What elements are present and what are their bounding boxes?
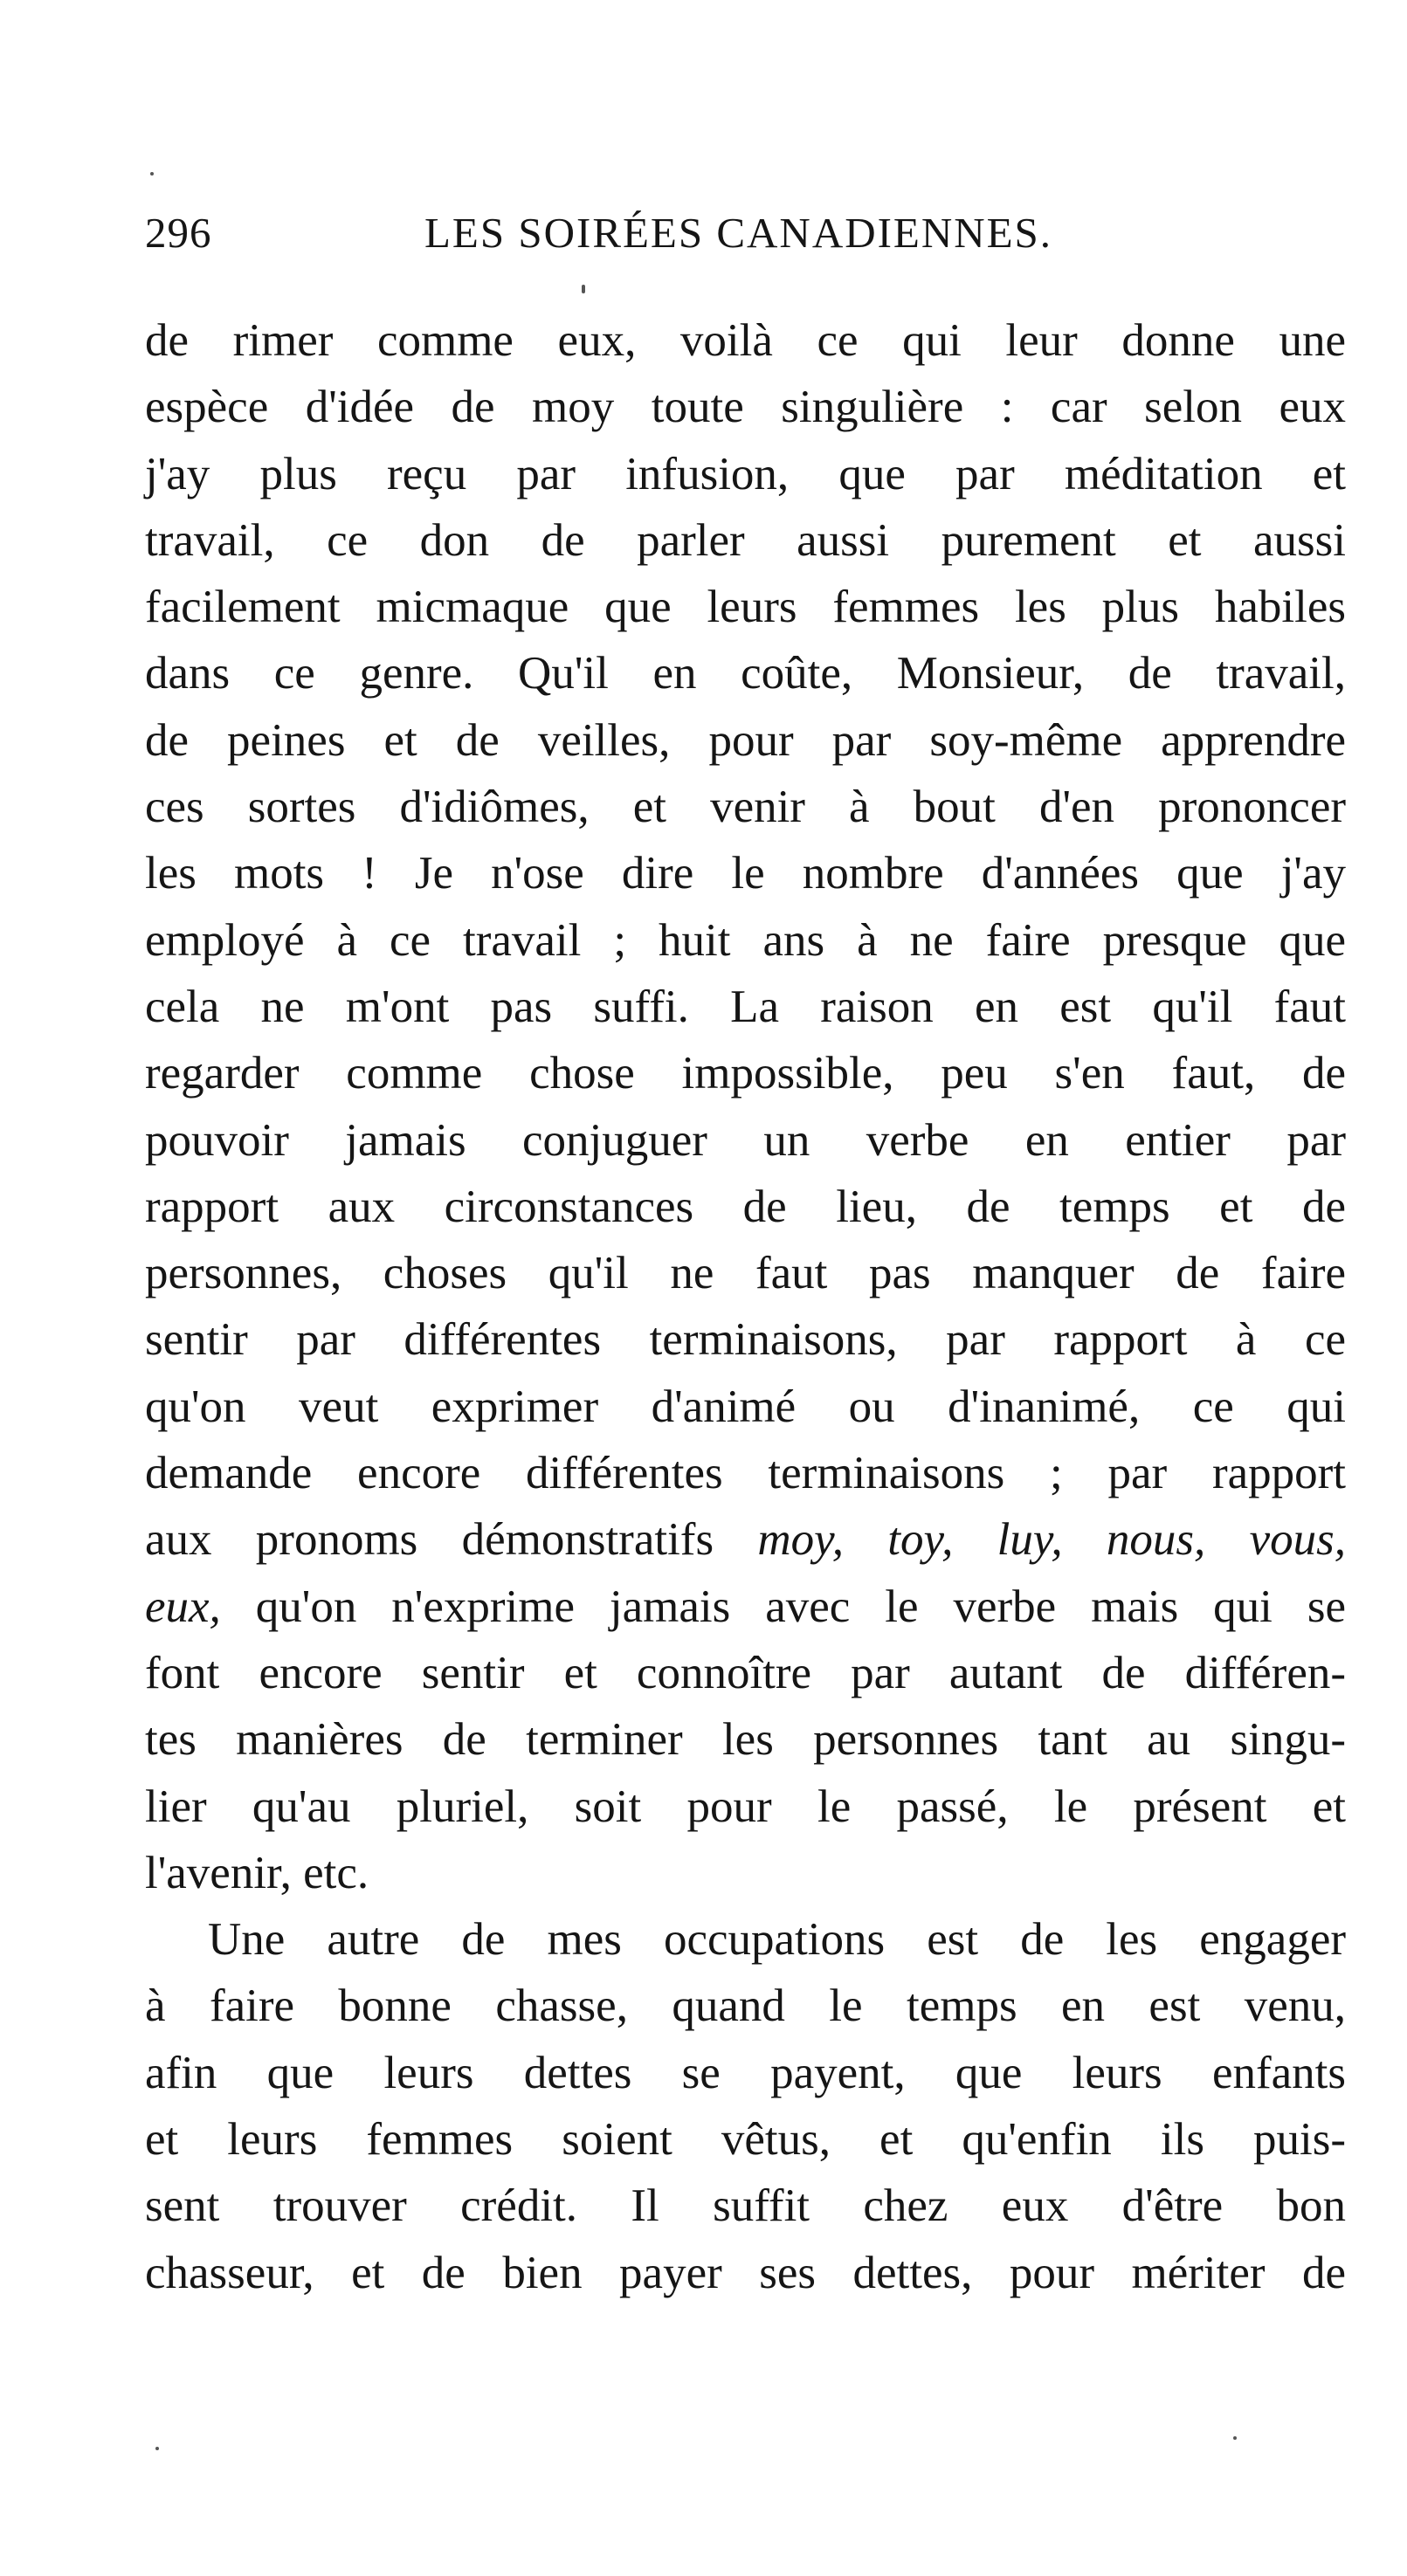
running-head <box>145 208 1346 269</box>
text-line: qu'on veut exprimer d'animé ou d'inanimé, ce qui <box>145 1381 1346 1432</box>
text-segment: qu'on n'exprime jamais avec le verbe mais qui se <box>220 1581 1346 1632</box>
text-line: l'avenir, etc. <box>145 1847 369 1898</box>
text-line: j'ay plus reçu par infusion, que par méditation et <box>145 448 1346 499</box>
italic-pronoun: eux, <box>145 1581 221 1632</box>
text-line: tes manières de terminer les personnes tant au singu- <box>145 1714 1346 1766</box>
text-line: demande encore différentes terminaisons ; par rapport <box>145 1448 1346 1499</box>
text-segment: aux pronoms démonstratifs <box>145 1514 758 1566</box>
text-line: sent trouver crédit. Il suffit chez eux d'être bon <box>145 2180 1346 2232</box>
page-number: 296 <box>145 209 212 257</box>
text-line: ces sortes d'idiômes, et venir à bout d'en prononcer <box>145 782 1346 833</box>
body-text <box>145 307 1346 2306</box>
print-speck <box>1233 2436 1237 2440</box>
running-title: LES SOIRÉES CANADIENNES. <box>424 209 1053 257</box>
text-line: chasseur, et de bien payer ses dettes, pour mériter de <box>145 2247 1346 2298</box>
text-line: employé à ce travail ; huit ans à ne faire presque que <box>145 914 1346 966</box>
text-line: rapport aux circonstances de lieu, de temps et de <box>145 1181 1346 1232</box>
text-line <box>145 1506 1346 1573</box>
text-line: espèce d'idée de moy toute singulière : car selon eux <box>145 382 1346 433</box>
print-speck <box>582 285 585 293</box>
text-line: personnes, choses qu'il ne faut pas manquer de faire <box>145 1248 1346 1299</box>
text-line: de peines et de veilles, pour par soy-même apprendre <box>145 714 1346 766</box>
text-line: dans ce genre. Qu'il en coûte, Monsieur, de travail, <box>145 648 1346 699</box>
text-line: regarder comme chose impossible, peu s'en faut, de <box>145 1048 1346 1099</box>
text-line: cela ne m'ont pas suffi. La raison en est qu'il faut <box>145 981 1346 1032</box>
text-line: Une autre de mes occupations est de les engager <box>208 1914 1346 1966</box>
text-line: et leurs femmes soient vêtus, et qu'enfin ils puis- <box>145 2114 1346 2166</box>
print-speck <box>150 172 154 176</box>
text-line: à faire bonne chasse, quand le temps en est venu, <box>145 1980 1346 2032</box>
text-line: de rimer comme eux, voilà ce qui leur donne une <box>145 315 1346 366</box>
text-line: lier qu'au pluriel, soit pour le passé, le présent et <box>145 1780 1346 1832</box>
print-speck <box>155 2447 159 2450</box>
text-line: afin que leurs dettes se payent, que leurs enfants <box>145 2047 1346 2098</box>
text-line: facilement micmaque que leurs femmes les plus habiles <box>145 582 1346 633</box>
text-line: pouvoir jamais conjuguer un verbe en entier par <box>145 1114 1346 1166</box>
italic-pronouns: moy, toy, luy, nous, vous, <box>757 1514 1346 1566</box>
text-line: les mots ! Je n'ose dire le nombre d'années que j'ay <box>145 848 1346 899</box>
text-line: font encore sentir et connoître par autant de différen- <box>145 1647 1346 1698</box>
text-line: sentir par différentes terminaisons, par rapport à ce <box>145 1314 1346 1366</box>
text-line <box>145 1574 1346 1640</box>
text-line: travail, ce don de parler aussi purement et aussi <box>145 514 1346 566</box>
